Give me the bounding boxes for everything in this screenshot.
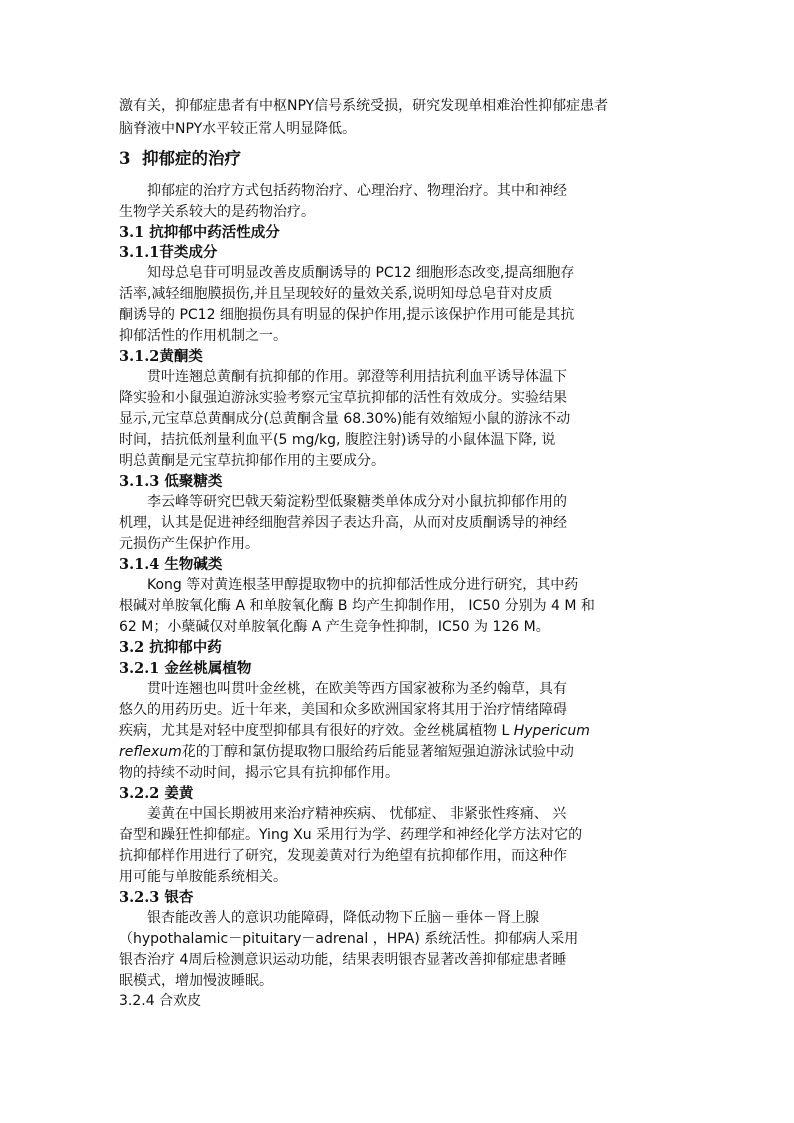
body-text-line: 眠模式，增加慢波睡眠。 bbox=[119, 973, 273, 989]
section-number: 3.1.1 bbox=[119, 244, 160, 261]
body-text-line: 用可能与单胺能系统相关。 bbox=[119, 869, 287, 885]
section-3-1-3-heading: 3.1.3 低聚糖类 bbox=[119, 473, 223, 490]
body-text-line: 知母总皂苷可明显改善皮质酮诱导的 PC12 细胞形态改变,提高细胞存 bbox=[147, 265, 575, 281]
body-text-line: 时间，拮抗低剂量利血平(5 mg/kg, 腹腔注射)诱导的小鼠体温下降, 说 bbox=[119, 432, 556, 448]
body-text-span: 疾病，尤其是对轻中度型抑郁具有很好的疗效。金丝桃属植物 L bbox=[119, 723, 514, 739]
body-text-line: 机理，认其是促进神经细胞营养因子表达升高，从而对皮质酮诱导的神经 bbox=[119, 515, 567, 531]
body-text-line: 贯叶连翘总黄酮有抗抑郁的作用。郭澄等利用拮抗利血平诱导体温下 bbox=[147, 369, 567, 385]
body-text-line: 激有关，抑郁症患者有中枢NPY信号系统受损，研究发现单相难治性抑郁症患者 bbox=[119, 98, 609, 114]
body-text-line: 脑脊液中NPY水平较正常人明显降低。 bbox=[119, 121, 357, 137]
body-text-line: 奋型和躁狂性抑郁症。Ying Xu 采用行为学、药理学和神经化学方法对它的 bbox=[119, 827, 583, 843]
section-3-1-heading: 3.1 抗抑郁中药活性成分 bbox=[119, 224, 280, 241]
body-text-line: 显示,元宝草总黄酮成分(总黄酮含量 68.30%)能有效缩短小鼠的游泳不动 bbox=[119, 411, 571, 427]
body-text-line: 活率,减轻细胞膜损伤,并且呈现较好的量效关系,说明知母总皂苷对皮质 bbox=[119, 286, 553, 302]
body-text-line: 悠久的用药历史。近十年来，美国和众多欧洲国家将其用于治疗情绪障碍 bbox=[119, 702, 567, 718]
species-name-italic: reflexum bbox=[119, 744, 182, 760]
body-text-line bbox=[119, 742, 574, 763]
section-3-2-1-heading: 3.2.1 金丝桃属植物 bbox=[119, 660, 252, 677]
section-number: 3.1.2 bbox=[119, 348, 160, 365]
section-number: 3 bbox=[119, 149, 131, 168]
body-text-line: 李云峰等研究巴戟天菊淀粉型低聚糖类单体成分对小鼠抗抑郁作用的 bbox=[147, 494, 567, 510]
body-text-line: 抗抑郁样作用进行了研究，发现姜黄对行为绝望有抗抑郁作用，而这种作 bbox=[119, 848, 567, 864]
body-text-line: 物的持续不动时间，揭示它具有抗抑郁作用。 bbox=[119, 765, 399, 781]
section-3-2-heading: 3.2 抗抑郁中药 bbox=[119, 639, 222, 656]
body-text-line: 银杏治疗 4周后检测意识运动功能，结果表明银杏显著改善抑郁症患者睡 bbox=[119, 952, 567, 968]
body-text-line: 贯叶连翘也叫贯叶金丝桃，在欧美等西方国家被称为圣约翰草，具有 bbox=[147, 681, 567, 697]
body-text-line: 根碱对单胺氧化酶 A 和单胺氧化酶 B 均产生抑制作用， IC50 分别为 4 M 和 bbox=[119, 598, 595, 614]
body-text-line: 抑郁活性的作用机制之一。 bbox=[119, 328, 287, 344]
section-3-1-4-heading: 3.1.4 生物碱类 bbox=[119, 556, 223, 573]
section-3-2-2-heading: 3.2.2 姜黄 bbox=[119, 785, 194, 802]
section-3-heading bbox=[119, 147, 241, 171]
section-3-1-1-heading bbox=[119, 242, 217, 263]
body-text-line: Kong 等对黄连根茎甲醇提取物中的抗抑郁活性成分进行研究，其中药 bbox=[147, 577, 579, 593]
body-text-line: 62 M；小蘖碱仅对单胺氧化酶 A 产生竞争性抑制，IC50 为 126 M。 bbox=[119, 619, 550, 635]
body-text-line: 抑郁症的治疗方式包括药物治疗、心理治疗、物理治疗。其中和神经 bbox=[147, 183, 567, 199]
body-text-line: 元损伤产生保护作用。 bbox=[119, 536, 259, 552]
section-title: 抑郁症的治疗 bbox=[141, 149, 241, 168]
body-text-line: 降实验和小鼠强迫游泳实验考察元宝草抗抑郁的活性有效成分。实验结果 bbox=[119, 390, 567, 406]
body-text-line: 明总黄酮是元宝草抗抑郁作用的主要成分。 bbox=[119, 453, 385, 469]
section-title: 苷类成分 bbox=[159, 244, 218, 261]
section-3-1-2-heading bbox=[119, 346, 203, 367]
body-text-line: （hypothalamic－pituitary－adrenal ，HPA) 系统活性。抑郁病人采用 bbox=[119, 931, 579, 947]
body-text-line: 姜黄在中国长期被用来治疗精神疾病、 忧郁症、 非紧张性疼痛、 兴 bbox=[147, 806, 567, 822]
body-text-line bbox=[119, 721, 590, 742]
body-text-line: 生物学关系较大的是药物治疗。 bbox=[119, 204, 315, 220]
body-text-span: 花的丁醇和氯仿提取物口服给药后能显著缩短强迫游泳试验中动 bbox=[181, 744, 574, 760]
body-text-line: 银杏能改善人的意识功能障碍，降低动物下丘脑－垂体－肾上腺 bbox=[147, 910, 539, 926]
body-text-line: 酮诱导的 PC12 细胞损伤具有明显的保护作用,提示该保护作用可能是其抗 bbox=[119, 307, 575, 323]
section-3-2-4-heading: 3.2.4 合欢皮 bbox=[119, 993, 202, 1009]
species-name-italic: Hypericum bbox=[513, 723, 590, 739]
section-3-2-3-heading: 3.2.3 银杏 bbox=[119, 889, 194, 906]
section-title: 黄酮类 bbox=[159, 348, 203, 365]
